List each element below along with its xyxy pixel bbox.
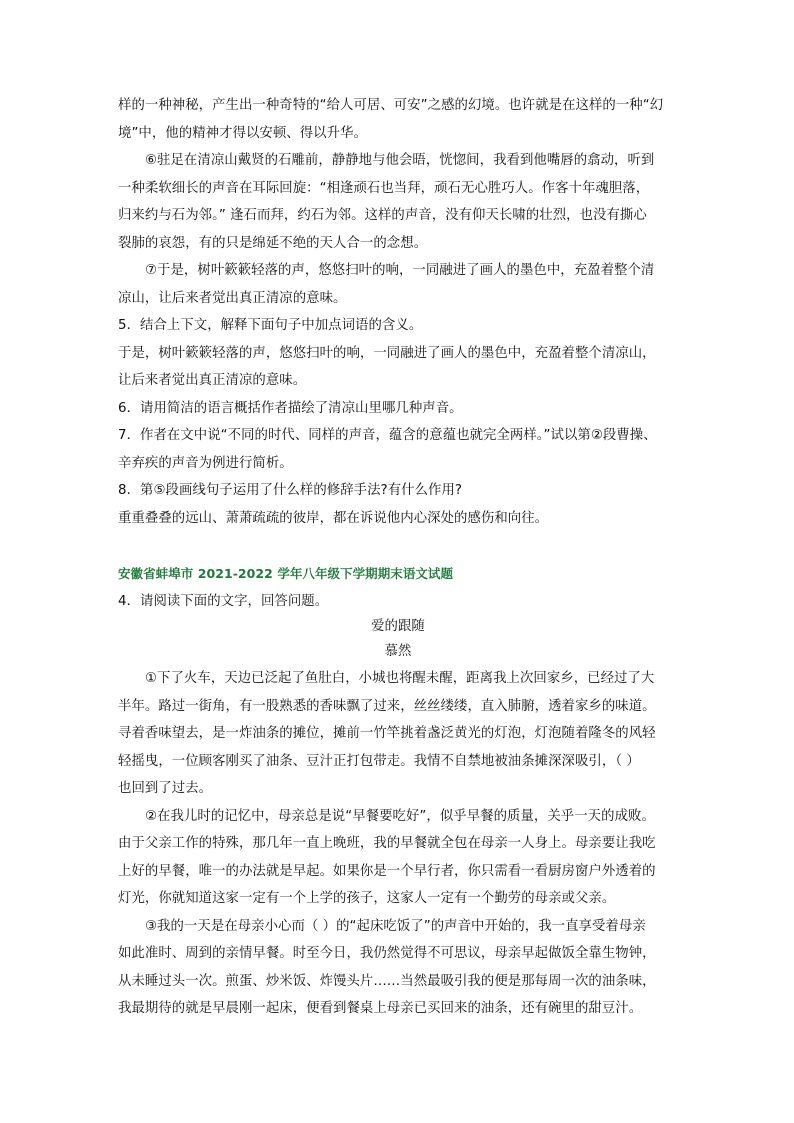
text-line: 一种柔软细长的声音在耳际回旋：“相逢顽石也当拜，顽石无心胜巧人。作客十年魂胆落， [118,180,650,196]
essay-title: 爱的跟随 [371,619,425,634]
text-line: 也回到了过去。 [118,781,213,796]
text-line: 凉山，让后来者觉出真正清凉的意味。 [118,290,347,306]
source-heading: 安徽省蚌埠市 2021-2022 学年八年级下学期期末语文试题 [118,566,454,581]
essay-paragraph-3 [118,913,678,1023]
text-line: 轻摇曳，一位顾客刚买了油条、豆汁正打包带走。我情不自禁地被油条摊深深吸引，（ ） [118,753,640,769]
essay-author: 慕然 [384,644,412,659]
paragraph-7 [118,257,678,312]
quoted-sentence: 让后来者觉出真正清凉的意味。 [118,373,307,388]
document-page [118,92,678,1023]
text-line: 样的一种神秘，产生出一种奇特的“给人可居、可安”之感的幻境。也许就是在这样的一种“幻 [118,98,664,113]
quoted-sentence: 重重叠叠的远山、萧萧疏疏的彼岸，都在诉说他内心深处的感伤和向往。 [118,510,549,526]
text-line: 从未睡过头一次。煎蛋、炒米饭、炸馒头片……当然最吸引我的便是那每周一次的油条味， [118,973,656,989]
question-4: 4．请阅读下面的文字，回答问题。 [118,593,329,609]
text-line: 归来约与石为邻。” 逢石而拜，约石为邻。这样的声音，没有仰天长啸的壮烈，也没有撕心 [118,208,647,223]
question-5: 5．结合上下文，解释下面句子中加点词语的含义。 [118,318,423,333]
essay-paragraph-1 [118,665,678,803]
question-6: 6．请用简洁的语言概括作者描绘了清凉山里哪几种声音。 [118,400,463,416]
text-line: 寻着香味望去，是一炸油条的摊位，摊前一竹竿挑着盏泛黄光的灯泡，灯泡随着隆冬的风轻 [118,726,656,741]
text-line: 如此准时、周到的亲情早餐。时至今日，我仍然觉得不可思议，母亲早起做饭全靠生物钟， [118,946,656,961]
question-7-cont: 辛弃疾的声音为例进行简析。 [118,455,293,471]
text-line: 由于父亲工作的特殊，那几年一直上晚班，我的早餐就全包在母亲一人身上。母亲要让我吃 [118,836,656,851]
text-line: 裂肺的哀怨，有的只是绵延不绝的天人合一的念想。 [118,235,428,251]
questions-block [118,312,678,532]
text-line: 上好的早餐，唯一的办法就是早起。如果你是一个早行者，你只需看一看厨房窗户外透着的 [118,863,656,879]
essay-paragraph-2 [118,803,678,913]
quoted-sentence: 于是，树叶簌簌轻落的声，悠悠扫叶的响，一同融进了画人的墨色中，充盈着整个清凉山， [118,345,656,361]
question-7: 7．作者在文中说“不同的时代、同样的声音，蕴含的意蕴也就完全两样。”试以第②段曹操、 [118,428,657,443]
text-line: ①下了火车，天边已泛起了鱼肚白，小城也将醒未醒，距离我上次回家乡，已经过了大 [145,671,655,686]
paragraph-continuation [118,92,678,147]
text-line: 我最期待的就是早晨刚一起床，便看到餐桌上母亲已买回来的油条，还有碗里的甜豆汁。 [118,1001,643,1016]
text-line: ⑦于是，树叶簌簌轻落的声，悠悠扫叶的响，一同融进了画人的墨色中，充盈着整个清 [145,263,655,278]
question-8: 8．第⑤段画线句子运用了什么样的修辞手法?有什么作用? [118,483,463,498]
text-line: ⑥驻足在清凉山戴贤的石雕前，静静地与他会晤，恍惚间，我看到他嘴唇的翕动，听到 [145,153,655,168]
text-line: 灯光，你就知道这家一定有一个上学的孩子，这家人一定有一个勤劳的母亲或父亲。 [118,891,616,906]
paragraph-6 [118,147,678,257]
text-line: 境”中，他的精神才得以安顿、得以升华。 [118,125,367,141]
text-line: ③我的一天是在母亲小心而（ ）的“起床吃饭了”的声音中开始的，我一直享受着母亲 [145,918,646,934]
text-line: ②在我儿时的记忆中，母亲总是说“早餐要吃好”，似乎早餐的质量，关乎一天的成败。 [145,808,655,824]
text-line: 半年。路过一街角，有一股熟悉的香味飘了过来，丝丝缕缕，直入肺腑，透着家乡的味道。 [118,698,656,714]
